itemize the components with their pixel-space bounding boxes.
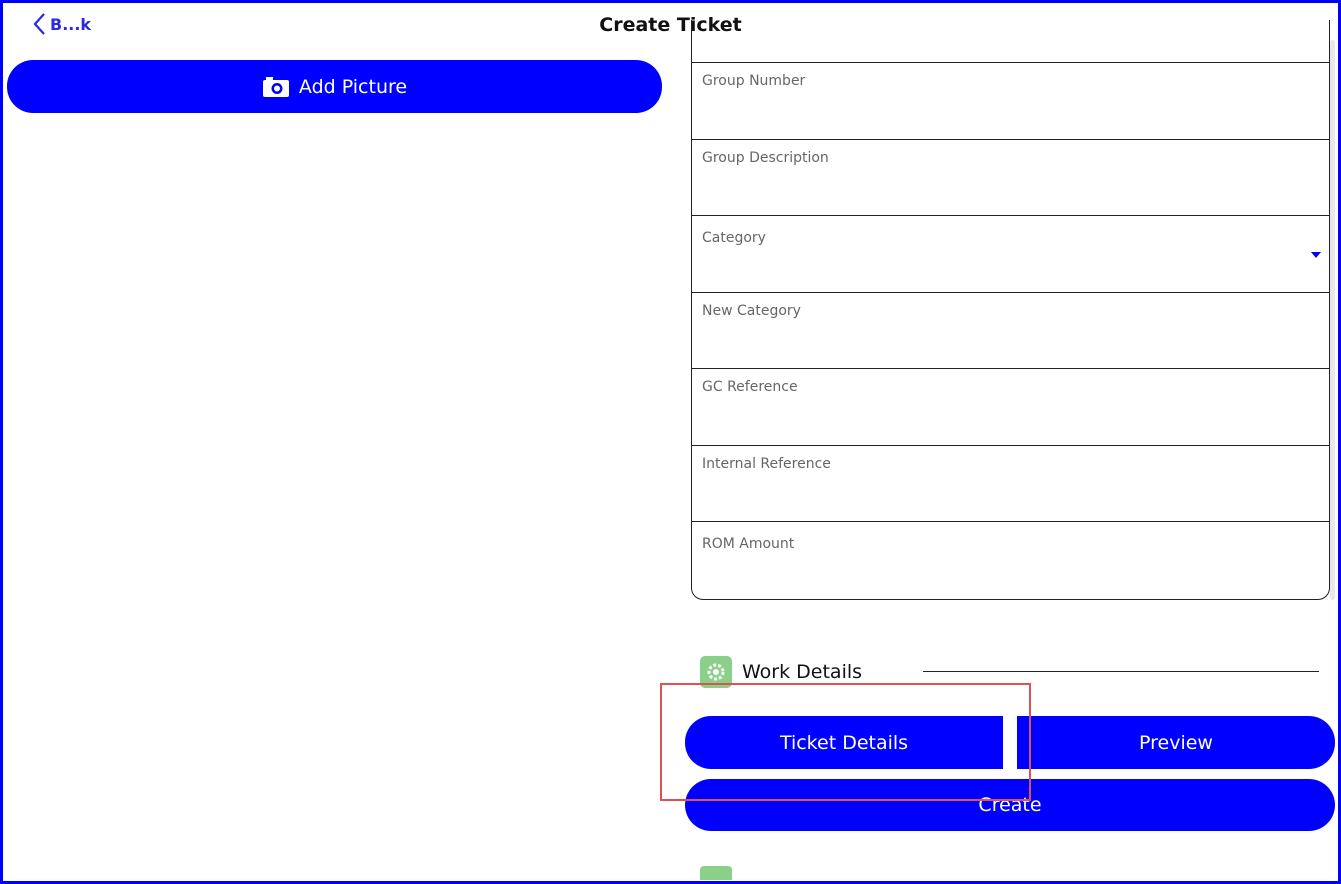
ticket-form xyxy=(691,20,1330,600)
create-button[interactable]: Create xyxy=(685,779,1335,831)
camera-icon xyxy=(262,76,290,98)
page-title: Create Ticket xyxy=(599,14,742,36)
section-divider xyxy=(923,671,1319,672)
rom-amount-label: ROM Amount xyxy=(702,536,795,552)
category-dropdown[interactable] xyxy=(692,215,1329,292)
new-category-label: New Category xyxy=(702,303,801,319)
internal-reference-field[interactable] xyxy=(692,445,1329,522)
dropdown-arrow-icon[interactable] xyxy=(1311,252,1321,258)
category-label: Category xyxy=(702,230,766,246)
group-number-field[interactable] xyxy=(692,62,1329,139)
internal-reference-label: Internal Reference xyxy=(702,456,831,472)
form-scrollbar[interactable] xyxy=(1330,40,1335,600)
group-description-field[interactable] xyxy=(692,139,1329,216)
work-details-title: Work Details xyxy=(742,661,863,683)
add-picture-button[interactable] xyxy=(7,60,662,113)
gc-reference-label: GC Reference xyxy=(702,379,798,395)
preview-button[interactable]: Preview xyxy=(1017,716,1335,769)
group-number-label: Group Number xyxy=(702,73,806,89)
back-label: B...k xyxy=(50,14,92,34)
gc-reference-field[interactable] xyxy=(692,368,1329,445)
rom-amount-field[interactable] xyxy=(692,521,1329,599)
group-description-label: Group Description xyxy=(702,150,829,166)
highlight-box xyxy=(660,683,1031,801)
calendar-icon xyxy=(700,866,732,880)
ticket-details-button[interactable]: Ticket Details xyxy=(685,716,1003,769)
add-picture-label: Add Picture xyxy=(298,75,408,98)
new-category-field[interactable] xyxy=(692,292,1329,369)
